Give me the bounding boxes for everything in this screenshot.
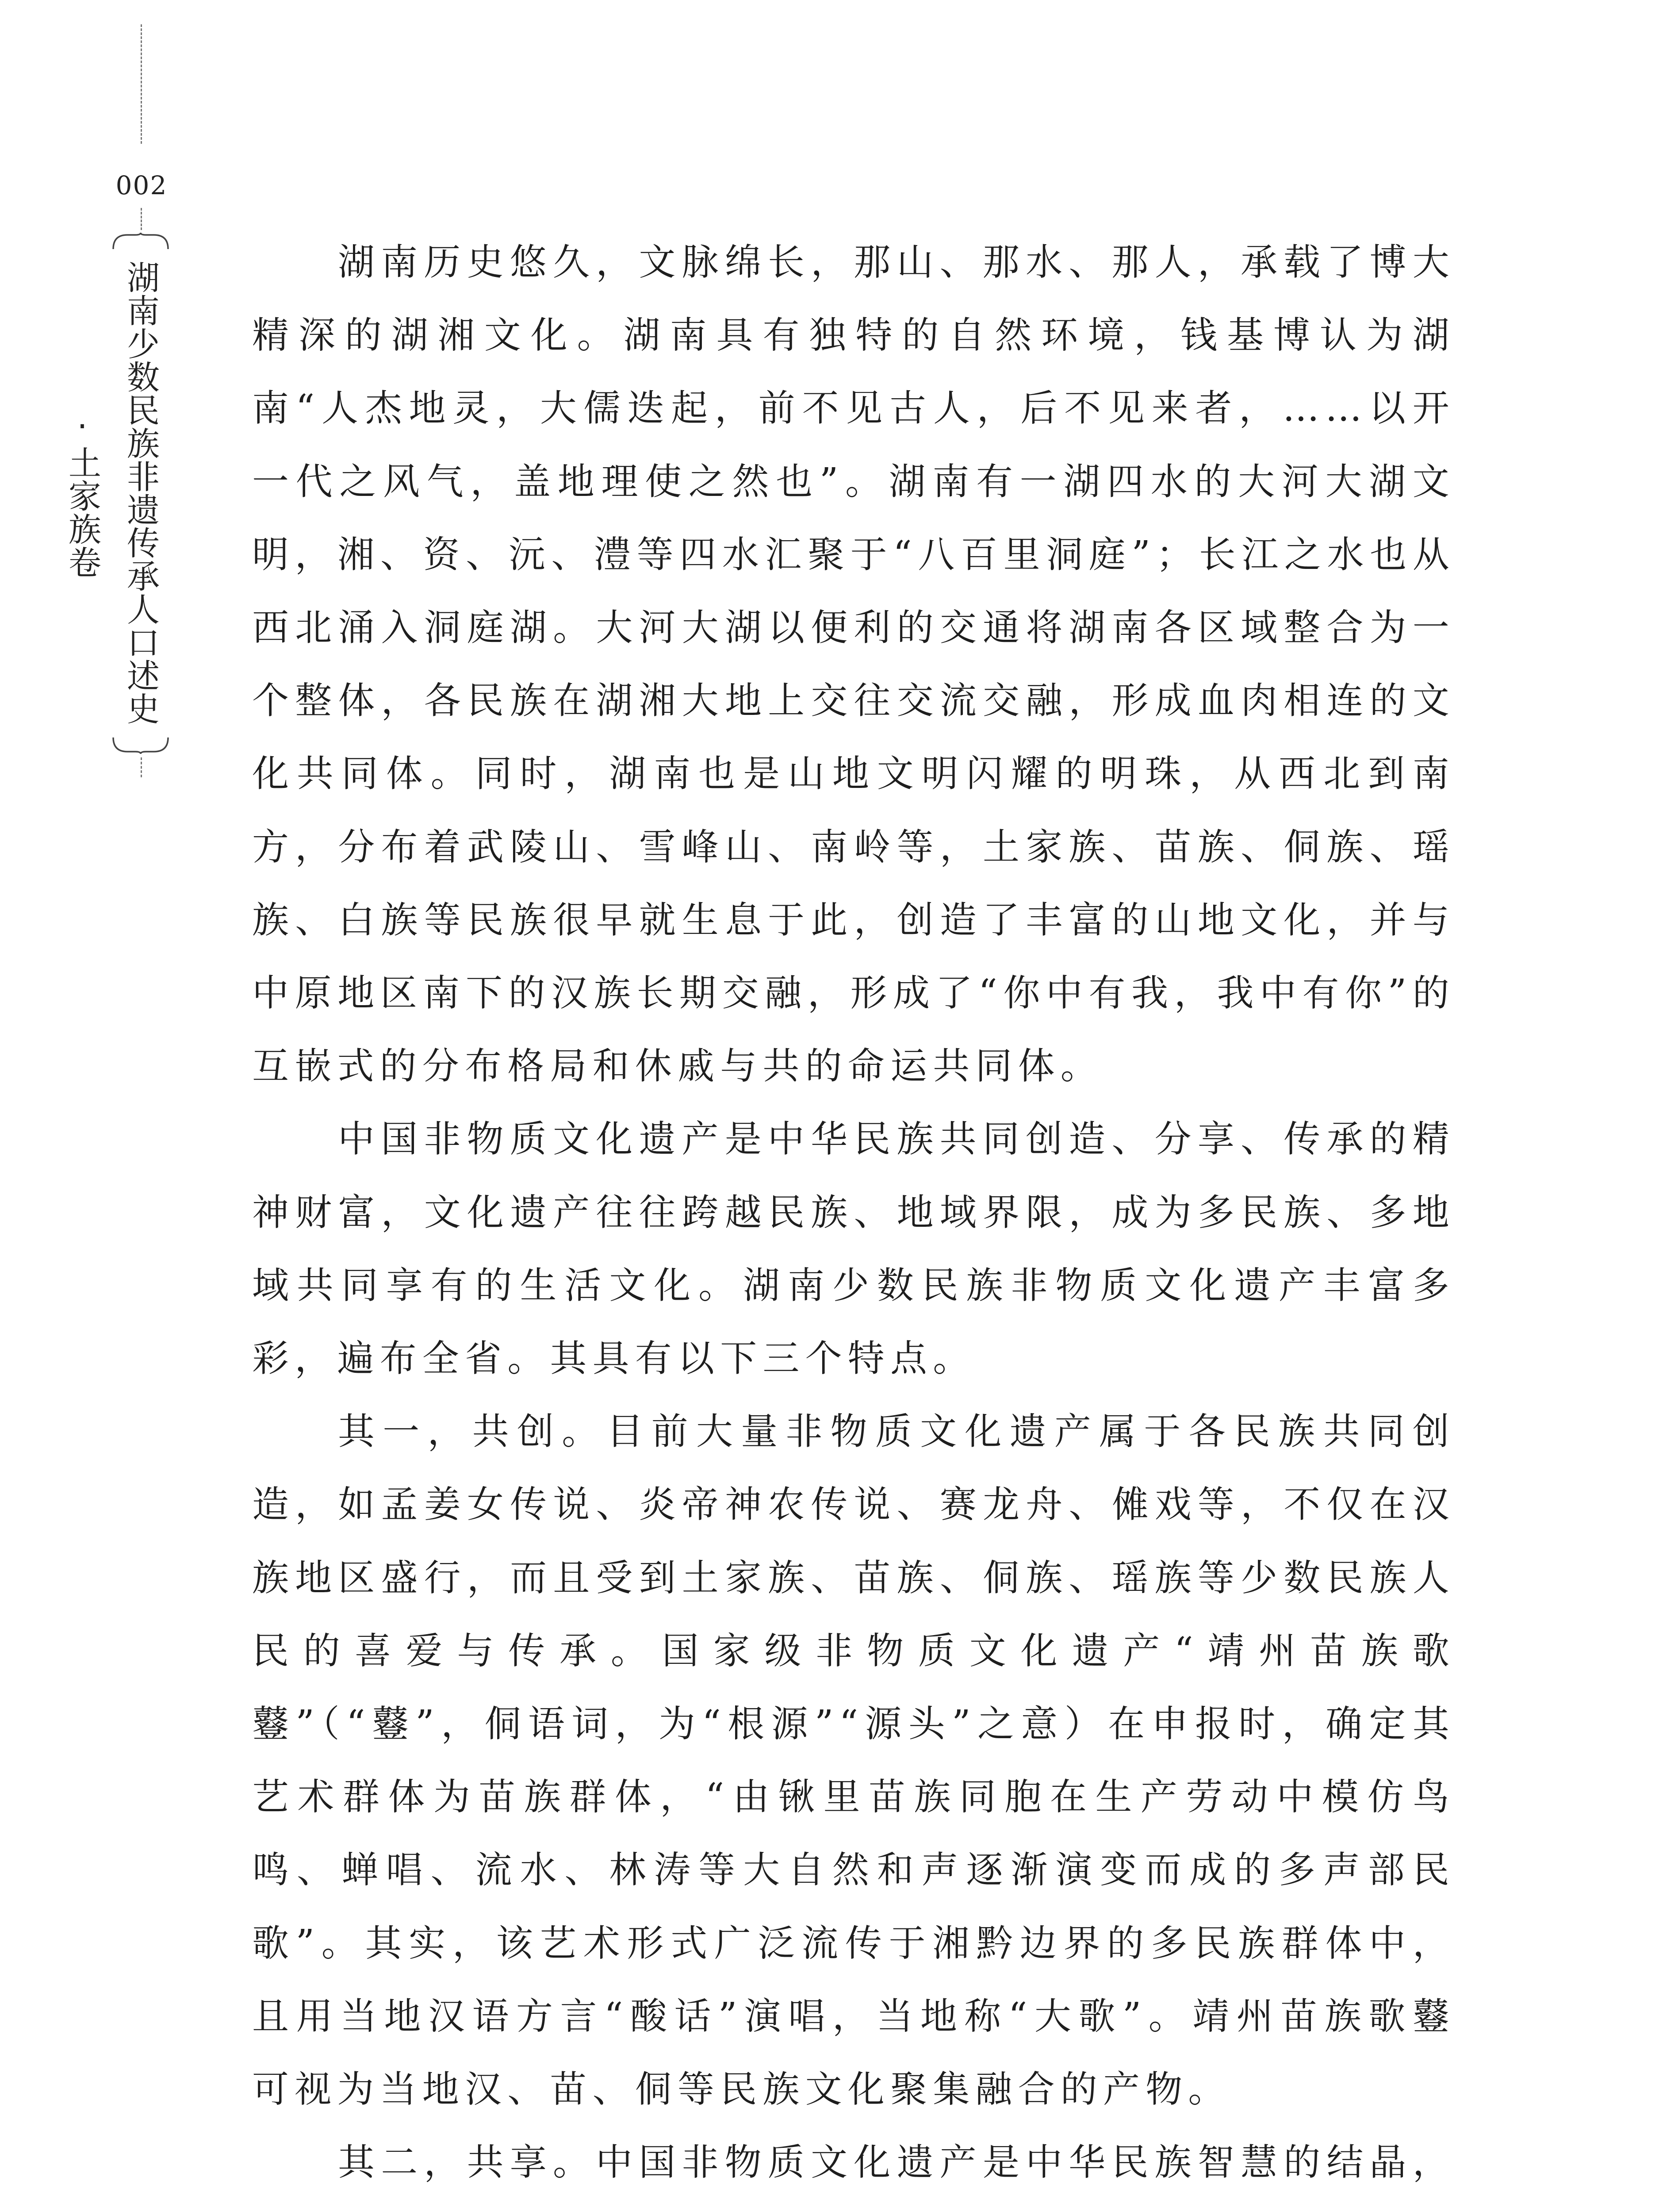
paragraph-2: 中国非物质文化遗产是中华民族共同创造、分享、传承的精神财富，文化遗产往往跨越民族、地域界限，成为多民族、多地域共同享有的生活文化。湖南少数民族非物质文化遗产丰富多彩，遍布全省。其具有以下三个特点。 <box>252 1118 1455 1380</box>
margin-dashed-line-middle <box>141 208 142 230</box>
series-title-vertical: 湖南少数民族非遗传承人口述史·土家族卷 <box>63 261 160 725</box>
bracket-bottom-icon <box>111 737 170 754</box>
margin-dashed-line-top <box>141 24 142 144</box>
bracket-top-icon <box>111 232 170 250</box>
page-number: 002 <box>115 170 168 200</box>
paragraph-4: 其二，共享。中国非物质文化遗产是中华民族智慧的结晶， <box>338 2141 1455 2184</box>
paragraph-1: 湖南历史悠久，文脉绵长，那山、那水、那人，承载了博大精深的湖湘文化。湖南具有独特的自然环境，钱基博认为湖南“人杰地灵，大儒迭起，前不见古人，后不见来者，……以开一代之风气，盖地理使之然也”。湖南有一湖四水的大河大湖文明，湘、资、沅、澧等四水汇聚于“八百里洞庭”；长江之水也从西北涌入洞庭湖。大河大湖以便利的交通将湖南各区域整合为一个整体，各民族在湖湘大地上交往交流交融，形成血肉相连的文化共同体。同时，湖南也是山地文明闪耀的明珠，从西北到南方，分布着武陵山、雪峰山、南岭等，土家族、苗族、侗族、瑶族、白族等民族很早就生息于此，创造了丰富的山地文化，并与中原地区南下的汉族长期交融，形成了“你中有我，我中有你”的互嵌式的分布格局和休戚与共的命运共同体。 <box>252 241 1455 1088</box>
body-text <box>252 226 1455 2212</box>
paragraph-3: 其一，共创。目前大量非物质文化遗产属于各民族共同创造，如孟姜女传说、炎帝神农传说、赛龙舟、傩戏等，不仅在汉族地区盛行，而且受到土家族、苗族、侗族、瑶族等少数民族人民的喜爱与传承。国家级非物质文化遗产“靖州苗族歌鼟”（“鼟”，侗语词，为“根源”“源头”之意）在申报时，确定其艺术群体为苗族群体，“由锹里苗族同胞在生产劳动中模仿鸟鸣、蝉唱、流水、林涛等大自然和声逐渐演变而成的多声部民歌”。其实，该艺术形式广泛流传于湘黔边界的多民族群体中，且用当地汉语方言“酸话”演唱，当地称“大歌”。靖州苗族歌鼟可视为当地汉、苗、侗等民族文化聚集融合的产物。 <box>252 1410 1455 2111</box>
margin-dashed-line-bottom <box>141 757 142 777</box>
running-header-series-title <box>63 232 170 754</box>
